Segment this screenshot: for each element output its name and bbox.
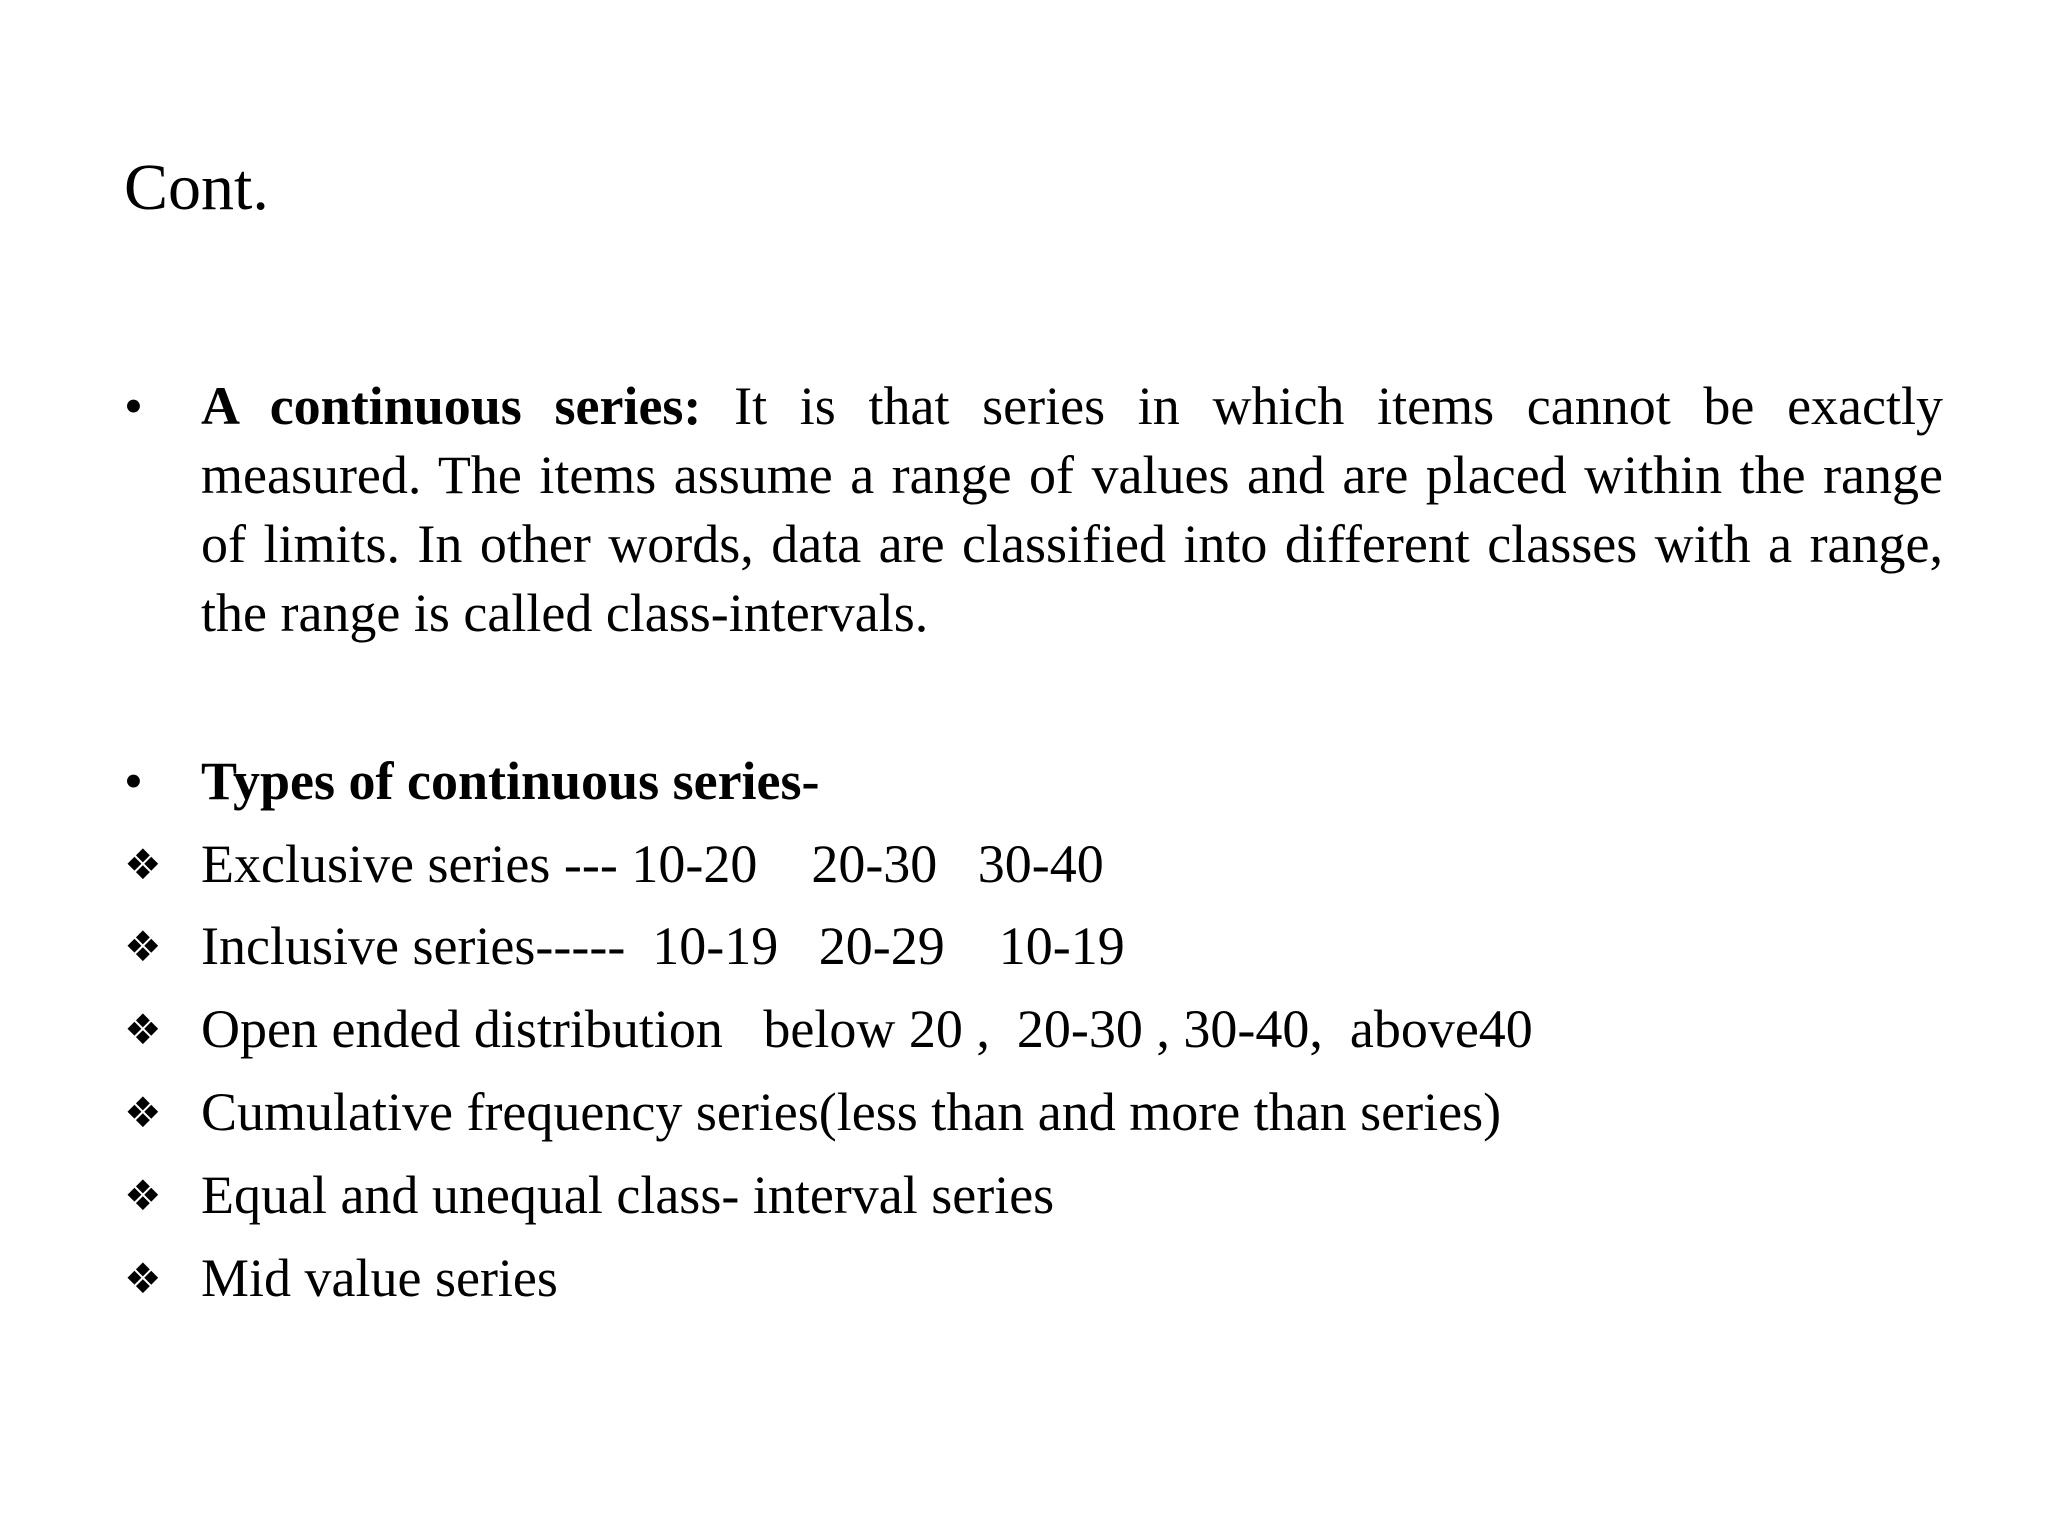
bullet-dot-icon: • — [124, 751, 143, 811]
bullet-types-heading — [124, 747, 1944, 817]
sub-bullet-text: Mid value series — [201, 1248, 558, 1308]
bullet-body: It is that series in which items cannot be exactly measured. The items assume a range of values and are placed within the range of limits. In other words, data are classified into different classes with a range, the range is called class-intervals. — [201, 376, 1943, 643]
sub-bullet-mid-value — [124, 1244, 1944, 1314]
diamond-bullet-icon: ❖ — [124, 1254, 162, 1303]
bullet-dot-icon: • — [124, 376, 143, 436]
sub-bullet-exclusive-series — [124, 830, 1944, 900]
sub-bullet-text: Equal and unequal class- interval series — [201, 1165, 1055, 1225]
diamond-bullet-icon: ❖ — [124, 1005, 162, 1054]
bullet-continuous-series — [124, 372, 1944, 662]
diamond-bullet-icon: ❖ — [124, 1171, 162, 1220]
sub-bullet-text: Open ended distribution below 20 , 20-30 , 30-40, above40 — [201, 999, 1533, 1059]
diamond-bullet-icon: ❖ — [124, 922, 162, 971]
diamond-bullet-icon: ❖ — [124, 840, 162, 889]
bullet-text — [201, 372, 1943, 648]
sub-bullet-text: Exclusive series --- 10-20 20-30 30-40 — [201, 834, 1104, 894]
bullet-heading: A continuous series: — [201, 376, 702, 436]
sub-bullet-inclusive-series — [124, 912, 1944, 982]
sub-bullet-text: Cumulative frequency series(less than and more than series) — [201, 1082, 1502, 1142]
slide-title: Cont. — [124, 151, 269, 224]
diamond-bullet-icon: ❖ — [124, 1088, 162, 1137]
sub-bullet-text: Inclusive series----- 10-19 20-29 10-19 — [201, 916, 1125, 976]
sub-bullet-cumulative-frequency — [124, 1078, 1944, 1148]
sub-bullet-equal-unequal — [124, 1161, 1944, 1231]
sub-bullet-open-ended — [124, 995, 1944, 1065]
bullet-heading: Types of continuous series- — [201, 751, 820, 811]
